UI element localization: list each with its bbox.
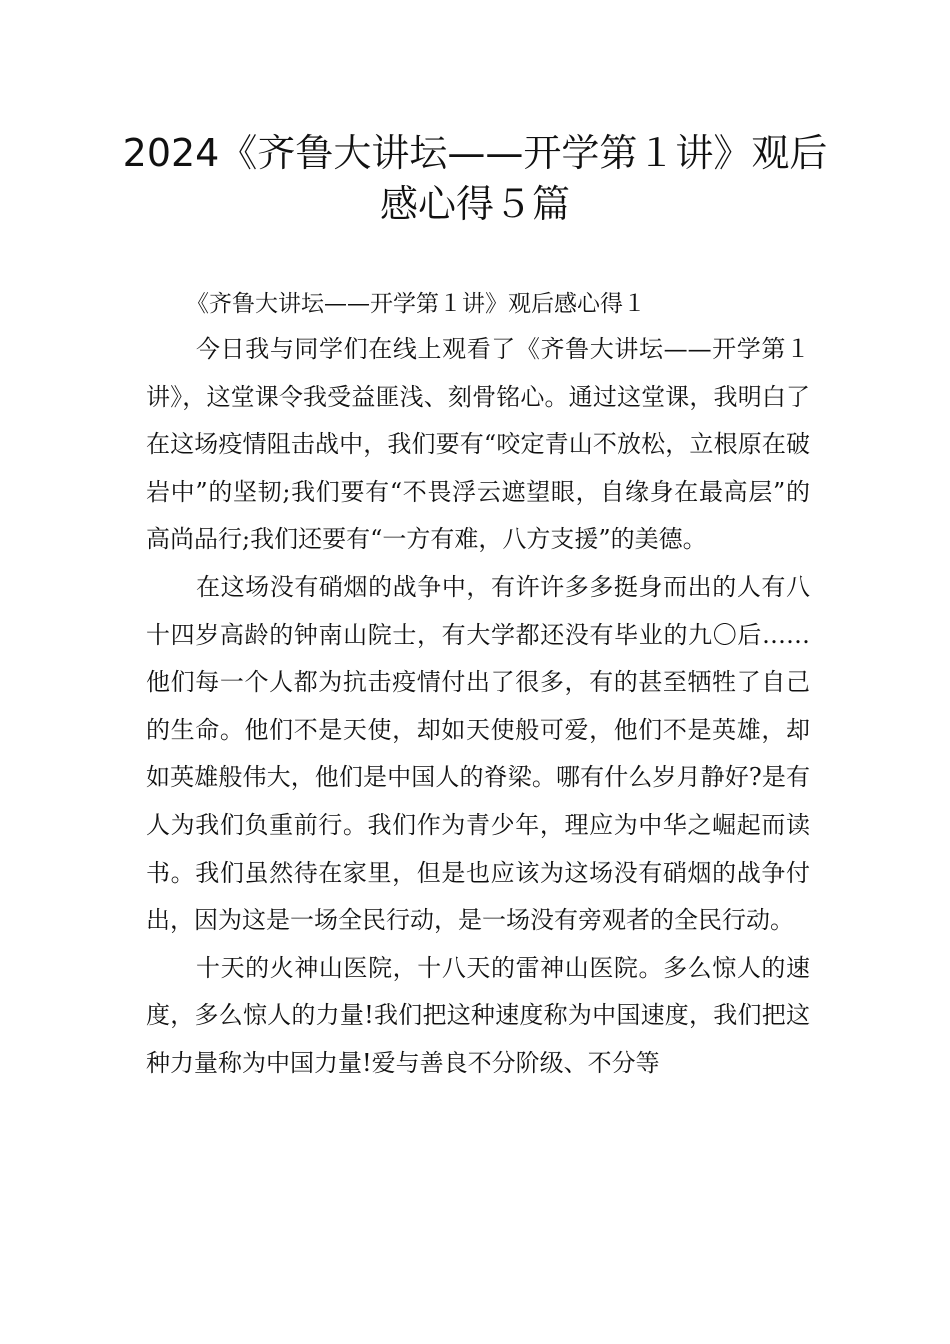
document-body <box>146 282 810 1088</box>
document-title: 2024《齐鲁大讲坛——开学第１讲》观后感心得５篇 <box>122 131 828 226</box>
paragraph-2: 在这场没有硝烟的战争中，有许许多多挺身而出的人有八十四岁高龄的钟南山院士，有大学都还没有毕业的九〇后……他们每一个人都为抗击疫情付出了很多，有的甚至牺牲了自己的生命。他们不是天使，却如天使般可爱，他们不是英雄，却如英雄般伟大，他们是中国人的脊梁。哪有什么岁月静好?是有人为我们负重前行。我们作为青少年，理应为中华之崛起而读书。我们虽然待在家里，但是也应该为这场没有硝烟的战争付出，因为这是一场全民行动，是一场没有旁观者的全民行动。 <box>146 572 810 935</box>
section-subtitle: 《齐鲁大讲坛——开学第１讲》观后感心得１ <box>186 291 646 317</box>
paragraph-1: 今日我与同学们在线上观看了《齐鲁大讲坛——开学第１讲》，这堂课令我受益匪浅、刻骨铭心。通过这堂课，我明白了在这场疫情阻击战中，我们要有“咬定青山不放松，立根原在破岩中”的坚韧;我们要有“不畏浮云遮望眼，自缘身在最高层”的高尚品行;我们还要有“一方有难，八方支援”的美德。 <box>146 335 810 554</box>
paragraph-3: 十天的火神山医院，十八天的雷神山医院。多么惊人的速度，多么惊人的力量!我们把这种速度称为中国速度，我们把这种力量称为中国力量!爱与善良不分阶级、不分等 <box>146 953 810 1077</box>
